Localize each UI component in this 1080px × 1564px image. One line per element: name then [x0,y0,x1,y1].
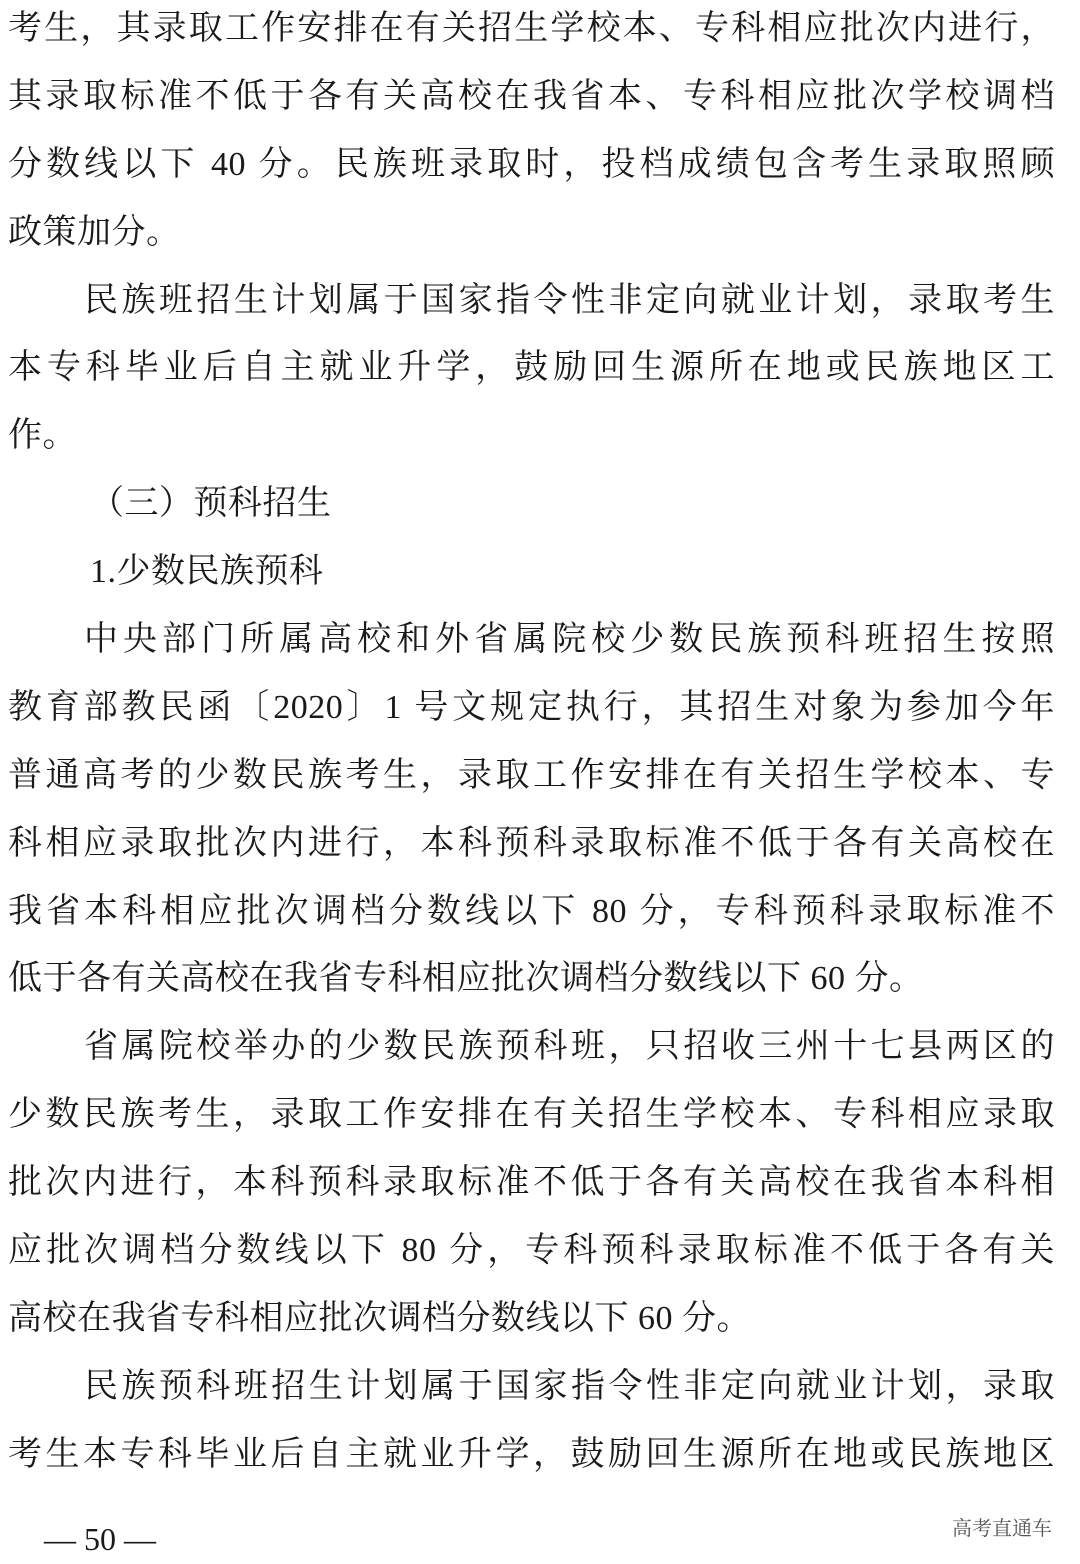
text-line: 1.少数民族预科 [90,553,324,591]
text-line: 民族预科班招生计划属于国家指令性非定向就业计划，录取 [84,1367,1055,1405]
text-line: 少数民族考生，录取工作安排在有关招生学校本、专科相应录取 [8,1096,1055,1134]
text-line: 考生，其录取工作安排在有关招生学校本、专科相应批次内进行， [8,10,1055,47]
text-line: 考生本专科毕业后自主就业升学，鼓励回生源所在地或民族地区 [8,1435,1055,1473]
text-line: 高校在我省专科相应批次调档分数线以下 60 分。 [8,1299,751,1337]
text-line: 民族班招生计划属于国家指令性非定向就业计划，录取考生 [84,281,1055,319]
text-line: 其录取标准不低于各有关高校在我省本、专科相应批次学校调档 [8,77,1055,115]
text-line: 作。 [8,417,77,455]
text-line: 批次内进行，本科预科录取标准不低于各有关高校在我省本科相 [8,1164,1055,1202]
text-line: 我省本科相应批次调档分数线以下 80 分，专科预科录取标准不 [8,892,1055,930]
text-line: 应批次调档分数线以下 80 分，专科预科录取标准不低于各有关 [8,1232,1055,1270]
text-line: （三）预科招生 [90,485,332,523]
page-number: — 50 — [44,1521,156,1557]
text-line: 科相应录取批次内进行，本科预科录取标准不低于各有关高校在 [8,824,1055,862]
watermark: 高考直通车 [952,1518,1052,1540]
text-line: 本专科毕业后自主就业升学，鼓励回生源所在地或民族地区工 [8,349,1055,387]
text-line: 政策加分。 [8,213,181,251]
document-body [8,6,1055,1500]
text-line: 省属院校举办的少数民族预科班，只招收三州十七县两区的 [84,1028,1055,1066]
text-line: 低于各有关高校在我省专科相应批次调档分数线以下 60 分。 [8,960,924,998]
text-line: 普通高考的少数民族考生，录取工作安排在有关招生学校本、专 [8,756,1055,794]
text-line: 中央部门所属高校和外省属院校少数民族预科班招生按照 [84,621,1055,659]
text-line: 教育部教民函〔2020〕1 号文规定执行，其招生对象为参加今年 [8,688,1055,726]
text-line: 分数线以下 40 分。民族班录取时，投档成绩包含考生录取照顾 [8,145,1055,183]
